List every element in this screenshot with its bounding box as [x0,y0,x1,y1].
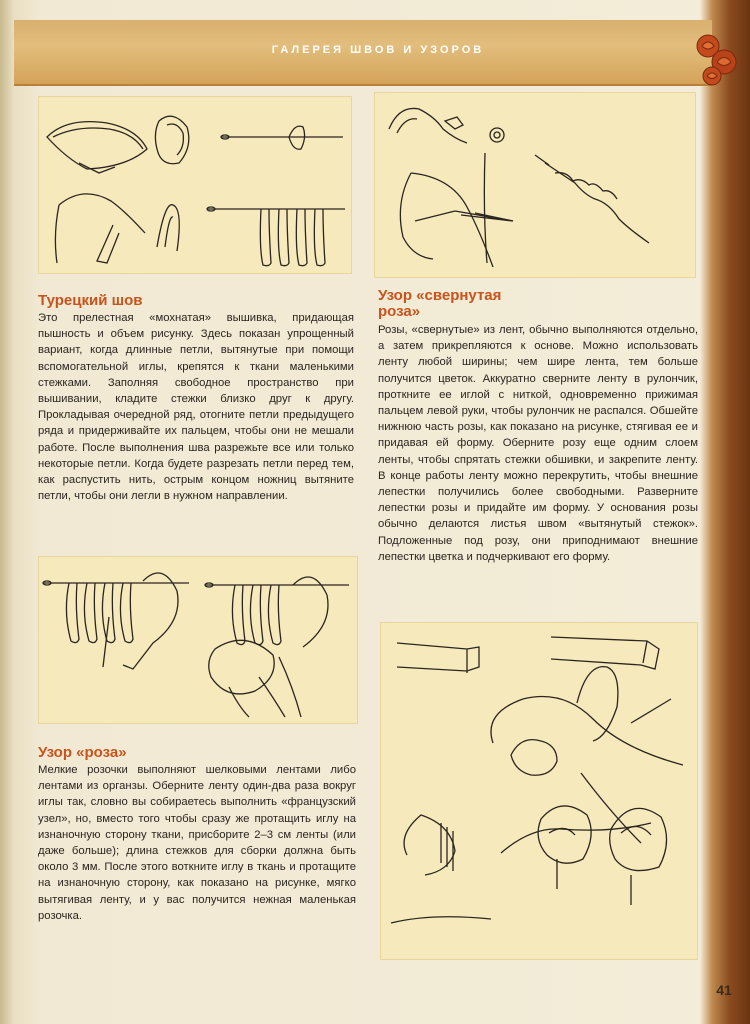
heading-rolled-rose-line1: Узор «свернутая [378,287,502,304]
illustration-rose-stitch [38,556,358,724]
rose-ornament-icon [690,32,742,92]
text-rolled-rose: Розы, «свернутые» из лент, обычно выполняются отдельно, а затем прикрепляются к основе. Можно использовать ленту любой ширины; чем шире лента, тем больше получится цветок. Аккуратно сверните ленту в рулончик, проткните ее иглой с ниткой, одновременно прижимая пальцем левой руки, чтобы рулончик не распался. Обшейте нижнюю часть розы, как показано на рисунке, стягивая ее и придавая ей форму. Оберните розу еще одним слоем ленты, чтобы спрятать стежки обшивки, и закрепите ленту. В конце работы ленту можно перекрутить, чтобы внешние лепестки получились более свободными. Разверните лепестки розы и придайте им форму. У основания розы обычно делаются листья швом «вытянутый стежок». Подложенные под розу, они приподнимают внешние лепестки цветка и подчеркивают его форму. [378,324,698,563]
heading-turkish-stitch: Турецкий шов [38,292,143,309]
illustration-rolled-rose-top [374,92,696,278]
text-rose: Мелкие розочки выполняют шелковыми лентами либо лентами из органзы. Оберните ленту один-два раза вокруг иглы так, словно вы собираетесь выполнить «французский узел», но, вместо того чтобы сразу же протащить иглу на изнаночную сторону ткани, присборите 2–3 см ленты (или даже больше); длина стежков для сборки должна быть около 3 мм. После этого воткните иглу в ткань и протащите на изнаночную сторону, как показано на рисунке, мягко вытягивая ленту, и у вас получится нежная маленькая розочка. [38,764,356,922]
page-header-title: ГАЛЕРЕЯ ШВОВ И УЗОРОВ [271,44,485,56]
page-number: 41 [716,982,732,998]
text-turkish-stitch: Это прелестная «мохнатая» вышивка, придающая пышность и объем рисунку. Здесь показан упрощенный вариант, когда длинные петли, вытянутые при помощи вспомогательной иглы, крепятся к ткани маленькими стежками. Заполняя свободное пространство при вышивании, кладите стежки близко друг к другу. Прокладывая очередной ряд, отогните петли предыдущего ряда и придерживайте их пальцем, чтобы они не мешали работе. После выполнения шва разрежьте все или только некоторые петли. Когда будете разрезать петли перед тем, как распустить нить, острым концом ножниц вытяните петли, чтобы они легли в нужном направлении. [38,312,354,503]
illustration-turkish-stitch [38,96,352,274]
heading-rose: Узор «роза» [38,744,127,761]
illustration-rolled-rose-steps [380,622,698,960]
heading-rolled-rose-line2: роза» [378,303,421,320]
